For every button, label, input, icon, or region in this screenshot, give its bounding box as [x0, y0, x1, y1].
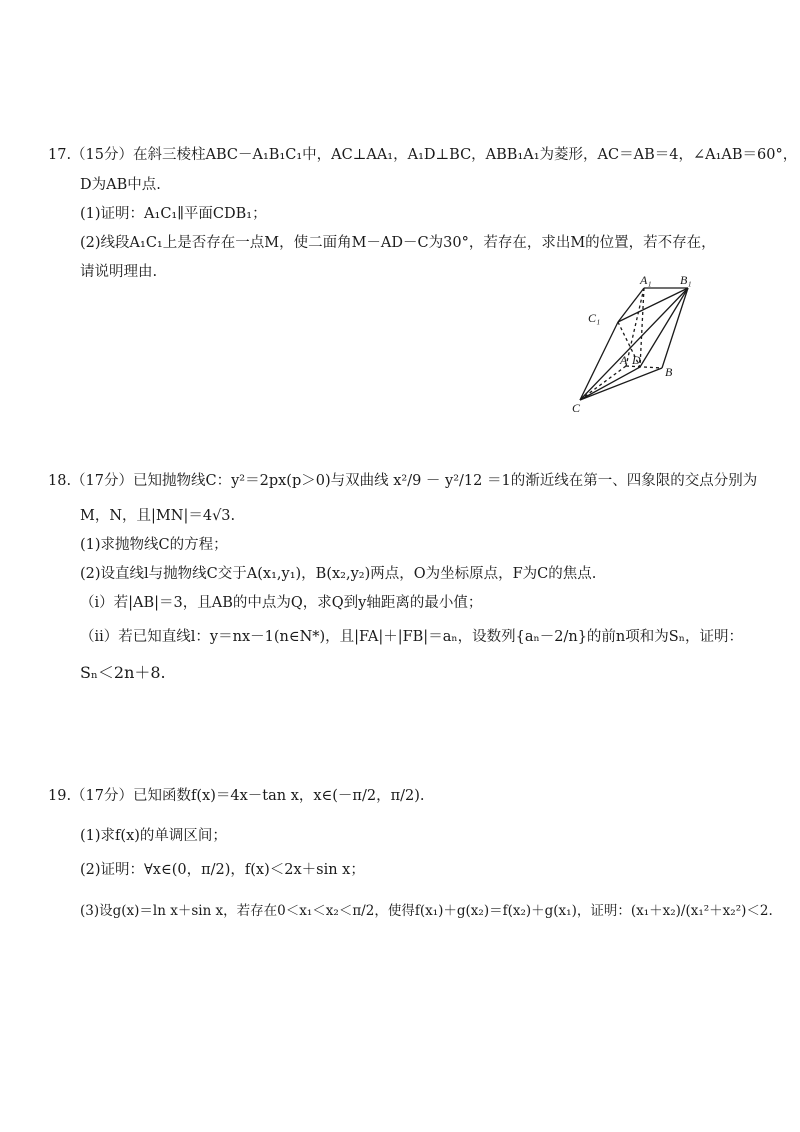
- label-a: A: [620, 353, 628, 367]
- p18-line-3: (1)求抛物线C的方程；: [80, 537, 228, 553]
- p18-line-4: (2)设直线l与抛物线C交于A(x₁,y₁)，B(x₂,y₂)两点，O为坐标原点，F为C的焦点.: [80, 566, 597, 582]
- label-d: D: [632, 353, 641, 367]
- prism-figure: [570, 272, 720, 422]
- label-c: C: [572, 401, 581, 415]
- p17-line-4: (2)线段A₁C₁上是否存在一点M，使二面角M－AD－C为30°，若存在，求出M的位置，若不存在，: [80, 235, 716, 251]
- p19-line-2: (1)求f(x)的单调区间；: [80, 828, 227, 844]
- label-c1: C₁: [588, 311, 601, 325]
- p18-line-5: （i）若|AB|＝3，且AB的中点为Q，求Q到y轴距离的最小值；: [80, 595, 483, 611]
- p18-line-6: （ii）若已知直线l：y＝nx－1(n∈N*)，且|FA|＋|FB|＝aₙ，设数列{aₙ－2/n}的前n项和为Sₙ，证明：: [80, 629, 743, 645]
- p18-line-2: M，N，且|MN|＝4√3.: [80, 508, 236, 524]
- p18-line-7: Sₙ＜2n＋8.: [80, 663, 166, 682]
- label-b: B: [665, 365, 673, 379]
- label-b1: B₁: [680, 273, 692, 287]
- p17-line-2: D为AB中点.: [80, 177, 161, 193]
- p18-line-1: 18.（17分）已知抛物线C：y²＝2px(p＞0)与双曲线 x²/9 － y²/12 ＝1的渐近线在第一、四象限的交点分别为: [48, 473, 758, 489]
- p17-line-1: 17.（15分）在斜三棱柱ABC－A₁B₁C₁中，AC⊥AA₁，A₁D⊥BC，ABB₁A₁为菱形，AC＝AB＝4，∠A₁AB＝60°，: [48, 147, 798, 163]
- p17-line-5: 请说明理由.: [80, 264, 158, 280]
- p19-line-1: 19.（17分）已知函数f(x)＝4x－tan x，x∈(－π/2，π/2).: [48, 788, 425, 804]
- label-a1: A₁: [640, 273, 652, 287]
- p17-line-3: (1)证明：A₁C₁∥平面CDB₁；: [80, 206, 267, 222]
- p19-line-3: (2)证明：∀x∈(0，π/2)，f(x)＜2x＋sin x；: [80, 862, 365, 878]
- p19-line-4: (3)设g(x)＝ln x＋sin x，若存在0＜x₁＜x₂＜π/2，使得f(x₁)＋g(x₂)＝f(x₂)＋g(x₁)，证明：(x₁＋x₂)/(x₁²＋x₂²)＜2.: [80, 903, 773, 919]
